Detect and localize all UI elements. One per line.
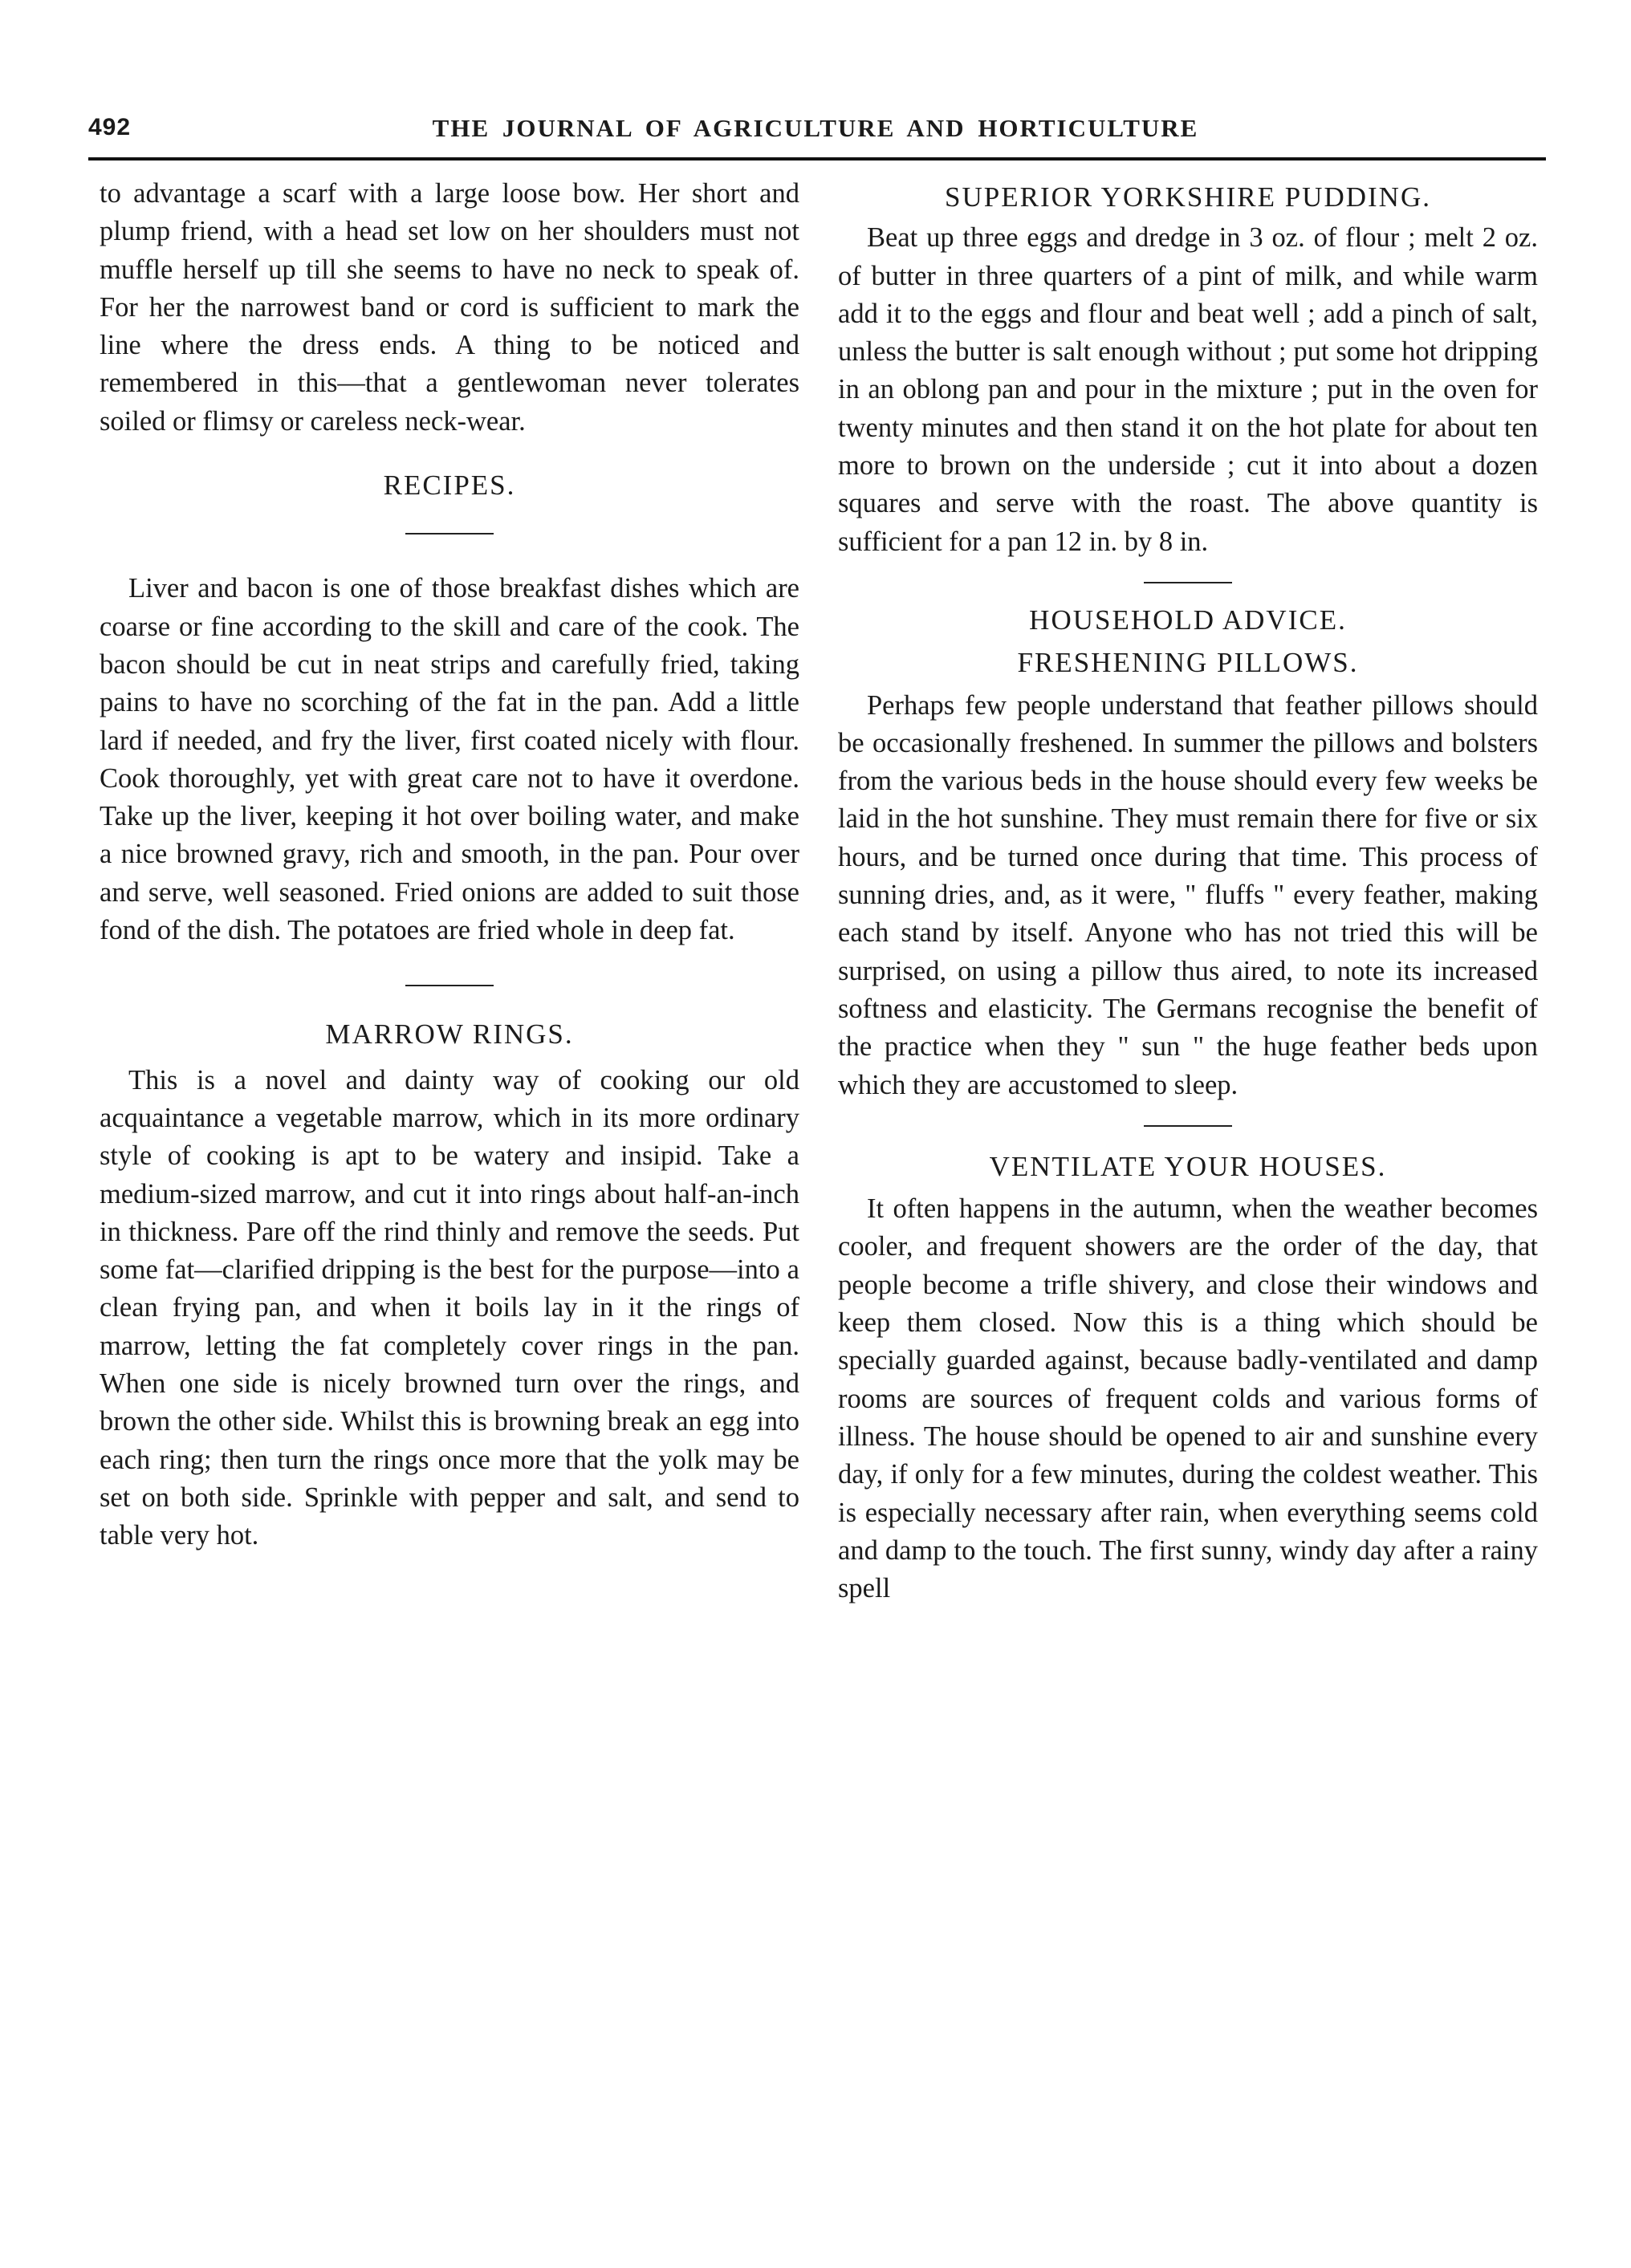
marrow-rings-heading: MARROW RINGS.: [325, 1018, 574, 1051]
freshening-pillows-heading: FRESHENING PILLOWS.: [1017, 647, 1359, 679]
yorkshire-pudding-heading: SUPERIOR YORKSHIRE PUDDING.: [945, 181, 1431, 213]
ventilate-houses-heading: VENTILATE YOUR HOUSES.: [989, 1150, 1387, 1182]
header-rule: [88, 157, 1546, 161]
running-head: [88, 109, 1543, 152]
page-number: 492: [88, 114, 132, 140]
right-column: [838, 178, 1538, 1608]
freshening-pillows-paragraph: Perhaps few people understand that feather pillows should be occasionally freshened. In summer the pillows and bolsters from the various beds in the house should every few weeks be laid in the hot sunshine. They must remain there for five or six hours, and be turned once during that time. This process of sunning dries, and, as it were, " fluffs " every feather, making each stand by itself. Anyone who has not tried this will be surprised, on using a pillow thus aired, to note its increased softness and elasticity. The Germans recognise the benefit of the practice when they " sun " the huge feather beds upon which they are accustomed to sleep.: [838, 689, 1538, 1100]
ventilate-houses-paragraph: It often happens in the autumn, when the weather becomes cooler, and frequent showers are the order of the day, that people become a trifle shivery, and close their windows and keep them closed. Now this is a thing which should be specially guarded against, because badly-ventilated and damp rooms are sources of frequent colds and various forms of illness. The house should be opened to air and sunshine every day, if only for a few minutes, during the coldest weather. This is especially necessary after rain, when everything seems cold and damp to the touch. The first sunny, windy day after a rainy spell: [838, 1193, 1538, 1604]
left-column: [100, 175, 799, 1555]
marrow-rings-paragraph: This is a novel and dainty way of cooking our old acquaintance a vegetable marrow, which in its more ordinary style of cooking is apt to be watery and insipid. Take a medium-sized marrow, and cut it into rings about half-an-inch in thickness. Pare off the rind thinly and remove the seeds. Put some fat—clarified dripping is the best for the purpose—into a clean frying pan, and when it boils lay in it the rings of marrow, letting the fat completely cover rings in the pan. When one side is nicely browned turn over the rings, and brown the other side. Whilst this is browning break an egg into each ring; then turn the rings once more that the yolk may be set on both side. Sprinkle with pepper and salt, and send to table very hot.: [100, 1064, 799, 1551]
household-advice-heading: HOUSEHOLD ADVICE.: [1029, 604, 1347, 636]
section-rule: [1144, 1125, 1232, 1127]
recipes-heading: RECIPES.: [383, 469, 516, 502]
neckwear-paragraph: to advantage a scarf with a large loose bow. Her short and plump friend, with a head set low on her shoulders must not muffle herself up till she seems to have no neck to speak of. For her the narrowest band or cord is sufficient to mark the line where the dress ends. A thing to be noticed and remembered in this—that a gentlewoman never tolerates soiled or flimsy or careless neck-wear.: [100, 178, 799, 437]
section-rule: [1144, 582, 1232, 583]
yorkshire-pudding-paragraph: Beat up three eggs and dredge in 3 oz. of flour ; melt 2 oz. of butter in three quarters of a pint of milk, and while warm add it to the eggs and flour and beat well ; add a pinch of salt, unless the butter is salt enough without ; put some hot dripping in an oblong pan and pour in the mixture ; put in the oven for twenty minutes and then stand it on the hot plate for about ten more to brown on the underside ; cut it into about a dozen squares and serve with the roast. The above quantity is sufficient for a pan 12 in. by 8 in.: [838, 222, 1538, 557]
liver-and-bacon-paragraph: Liver and bacon is one of those breakfast dishes which are coarse or fine according to the skill and care of the cook. The bacon should be cut in neat strips and carefully fried, taking pains to have no scorching of the fat in the pan. Add a little lard if needed, and fry the liver, first coated nicely with flour. Cook thoroughly, yet with great care not to have it overdone. Take up the liver, keeping it hot over boiling water, and make a nice browned gravy, rich and smooth, in the pan. Pour over and serve, well seasoned. Fried onions are added to suit those fond of the dish. The potatoes are fried whole in deep fat.: [100, 573, 799, 946]
section-rule: [405, 985, 494, 986]
journal-title: THE JOURNAL OF AGRICULTURE AND HORTICULTURE: [432, 114, 1199, 142]
recipes-rule: [405, 533, 494, 534]
